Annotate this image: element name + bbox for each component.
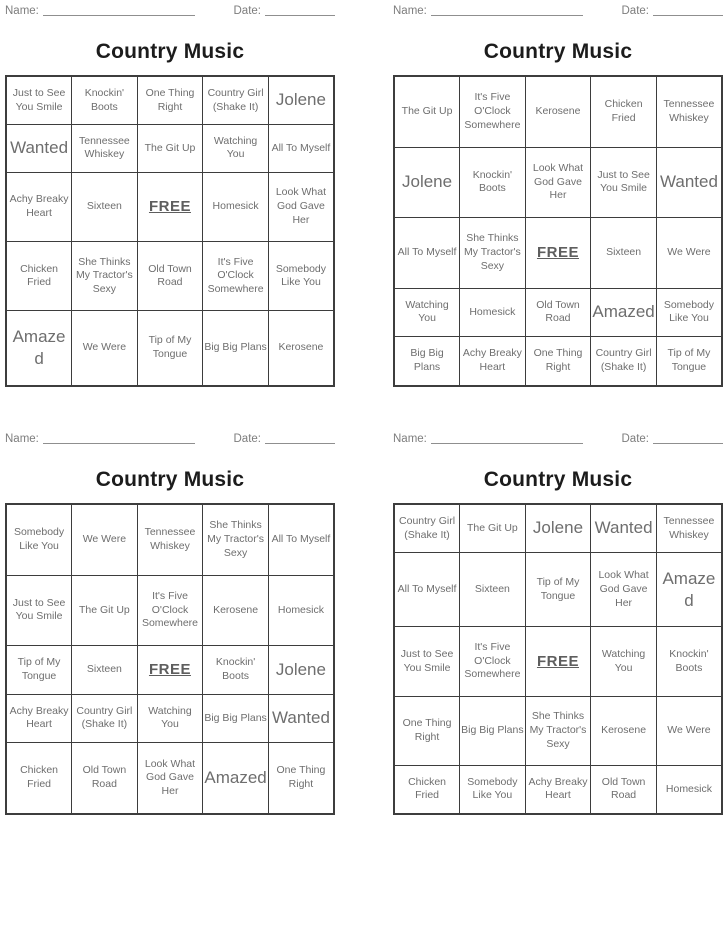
bingo-cell: Chicken Fried [394,765,460,814]
bingo-row [394,218,722,288]
bingo-cell: Sixteen [72,172,138,241]
bingo-grid [393,503,723,815]
bingo-cell: Watching You [203,125,269,173]
free-space-cell: FREE [137,172,203,241]
bingo-row [394,76,722,147]
bingo-cell: Country Girl (Shake It) [394,504,460,553]
bingo-cell: Big Big Plans [203,311,269,386]
bingo-row [394,337,722,386]
bingo-grid [393,75,723,387]
bingo-cell: Sixteen [72,646,138,695]
bingo-cell: Kerosene [525,76,591,147]
bingo-cell: She Thinks My Tractor's Sexy [203,504,269,575]
bingo-cell: Knockin' Boots [72,76,138,125]
bingo-card [5,431,335,815]
name-label: Name: [5,5,39,17]
bingo-cell: Somebody Like You [656,288,722,337]
bingo-cell: Amazed [591,288,657,337]
bingo-cell: It's Five O'Clock Somewhere [137,575,203,645]
bingo-cell: Big Big Plans [203,694,269,743]
free-space-cell: FREE [137,646,203,695]
date-write-line [265,443,335,444]
bingo-cell: It's Five O'Clock Somewhere [460,627,526,696]
bingo-cell: The Git Up [72,575,138,645]
bingo-cell: Amazed [656,553,722,627]
bingo-cell: Tip of My Tongue [525,553,591,627]
card-header [393,3,723,17]
bingo-cell: We Were [72,311,138,386]
bingo-row [6,575,334,645]
bingo-card [393,431,723,815]
bingo-cell: Just to See You Smile [6,575,72,645]
bingo-row [394,553,722,627]
bingo-cell: We Were [72,504,138,575]
bingo-cell: It's Five O'Clock Somewhere [203,242,269,311]
bingo-cell: Chicken Fried [6,743,72,814]
date-label: Date: [233,5,261,17]
bingo-row [6,242,334,311]
bingo-cell: Sixteen [591,218,657,288]
bingo-cell: Tennessee Whiskey [656,76,722,147]
bingo-cell: All To Myself [268,504,334,575]
bingo-cell: Big Big Plans [460,696,526,765]
bingo-cell: Amazed [6,311,72,386]
name-write-line [431,15,583,16]
bingo-cell: She Thinks My Tractor's Sexy [460,218,526,288]
card-title: Country Music [483,468,633,491]
date-write-line [653,15,723,16]
bingo-cell: Homesick [460,288,526,337]
bingo-cell: Kerosene [203,575,269,645]
bingo-cell: Jolene [268,76,334,125]
bingo-cell: The Git Up [137,125,203,173]
bingo-cell: Kerosene [268,311,334,386]
bingo-cell: All To Myself [394,553,460,627]
name-write-line [431,443,583,444]
card-header [5,431,335,445]
bingo-cell: One Thing Right [268,743,334,814]
bingo-cell: Just to See You Smile [591,147,657,217]
bingo-cell: Achy Breaky Heart [460,337,526,386]
bingo-cell: We Were [656,218,722,288]
bingo-cell: Somebody Like You [268,242,334,311]
date-label: Date: [621,433,649,445]
name-label: Name: [393,5,427,17]
bingo-cell: One Thing Right [394,696,460,765]
name-label: Name: [393,433,427,445]
date-write-line [265,15,335,16]
bingo-cell: Tip of My Tongue [137,311,203,386]
bingo-row [6,311,334,386]
bingo-cell: Sixteen [460,553,526,627]
bingo-row [394,504,722,553]
bingo-cell: Wanted [268,694,334,743]
bingo-cell: Kerosene [591,696,657,765]
bingo-cell: Wanted [591,504,657,553]
card-header [5,3,335,17]
bingo-cell: Knockin' Boots [656,627,722,696]
bingo-cell: Wanted [656,147,722,217]
bingo-card [5,3,335,387]
date-write-line [653,443,723,444]
bingo-cell: Look What God Gave Her [525,147,591,217]
bingo-cell: Tip of My Tongue [6,646,72,695]
bingo-card [393,3,723,387]
card-title: Country Music [95,40,245,63]
bingo-row [394,765,722,814]
bingo-row [6,125,334,173]
bingo-cell: Jolene [394,147,460,217]
bingo-cell: Jolene [268,646,334,695]
bingo-cell: All To Myself [268,125,334,173]
bingo-cell: Somebody Like You [6,504,72,575]
bingo-cell: Achy Breaky Heart [525,765,591,814]
bingo-cell: Tip of My Tongue [656,337,722,386]
bingo-cell: Watching You [394,288,460,337]
bingo-cell: Knockin' Boots [460,147,526,217]
bingo-cell: Homesick [203,172,269,241]
bingo-row [6,504,334,575]
bingo-cell: Old Town Road [591,765,657,814]
bingo-row [6,646,334,695]
bingo-cell: Somebody Like You [460,765,526,814]
bingo-cell: Homesick [656,765,722,814]
bingo-cell: Look What God Gave Her [591,553,657,627]
bingo-cell: She Thinks My Tractor's Sexy [525,696,591,765]
bingo-cell: Look What God Gave Her [137,743,203,814]
bingo-row [394,147,722,217]
bingo-cell: Tennessee Whiskey [137,504,203,575]
bingo-cell: Amazed [203,743,269,814]
bingo-cell: Just to See You Smile [6,76,72,125]
free-space-cell: FREE [525,627,591,696]
name-write-line [43,15,195,16]
bingo-cell: Country Girl (Shake It) [72,694,138,743]
bingo-cell: Chicken Fried [591,76,657,147]
card-header [393,431,723,445]
bingo-cell: Tennessee Whiskey [656,504,722,553]
bingo-cell: Old Town Road [525,288,591,337]
card-title: Country Music [95,468,245,491]
bingo-cell: One Thing Right [525,337,591,386]
bingo-cell: Just to See You Smile [394,627,460,696]
bingo-cell: Big Big Plans [394,337,460,386]
bingo-grid [5,75,335,387]
bingo-cell: Homesick [268,575,334,645]
date-label: Date: [233,433,261,445]
card-title: Country Music [483,40,633,63]
bingo-cell: The Git Up [460,504,526,553]
name-label: Name: [5,433,39,445]
bingo-cell: Old Town Road [137,242,203,311]
bingo-cell: We Were [656,696,722,765]
bingo-row [394,627,722,696]
bingo-cell: Achy Breaky Heart [6,172,72,241]
free-space-cell: FREE [525,218,591,288]
bingo-cell: All To Myself [394,218,460,288]
bingo-cell: One Thing Right [137,76,203,125]
bingo-cell: Knockin' Boots [203,646,269,695]
bingo-cell: Country Girl (Shake It) [203,76,269,125]
bingo-cell: Watching You [137,694,203,743]
bingo-row [6,172,334,241]
name-write-line [43,443,195,444]
bingo-cell: The Git Up [394,76,460,147]
bingo-cell: Country Girl (Shake It) [591,337,657,386]
bingo-cell: Watching You [591,627,657,696]
bingo-row [6,743,334,814]
bingo-cell: It's Five O'Clock Somewhere [460,76,526,147]
bingo-grid [5,503,335,815]
bingo-cell: Wanted [6,125,72,173]
bingo-cell: Jolene [525,504,591,553]
bingo-row [394,696,722,765]
bingo-cell: Chicken Fried [6,242,72,311]
bingo-cell: Achy Breaky Heart [6,694,72,743]
date-label: Date: [621,5,649,17]
bingo-row [394,288,722,337]
bingo-cell: Tennessee Whiskey [72,125,138,173]
bingo-cell: She Thinks My Tractor's Sexy [72,242,138,311]
bingo-row [6,694,334,743]
bingo-cell: Look What God Gave Her [268,172,334,241]
bingo-row [6,76,334,125]
bingo-cell: Old Town Road [72,743,138,814]
